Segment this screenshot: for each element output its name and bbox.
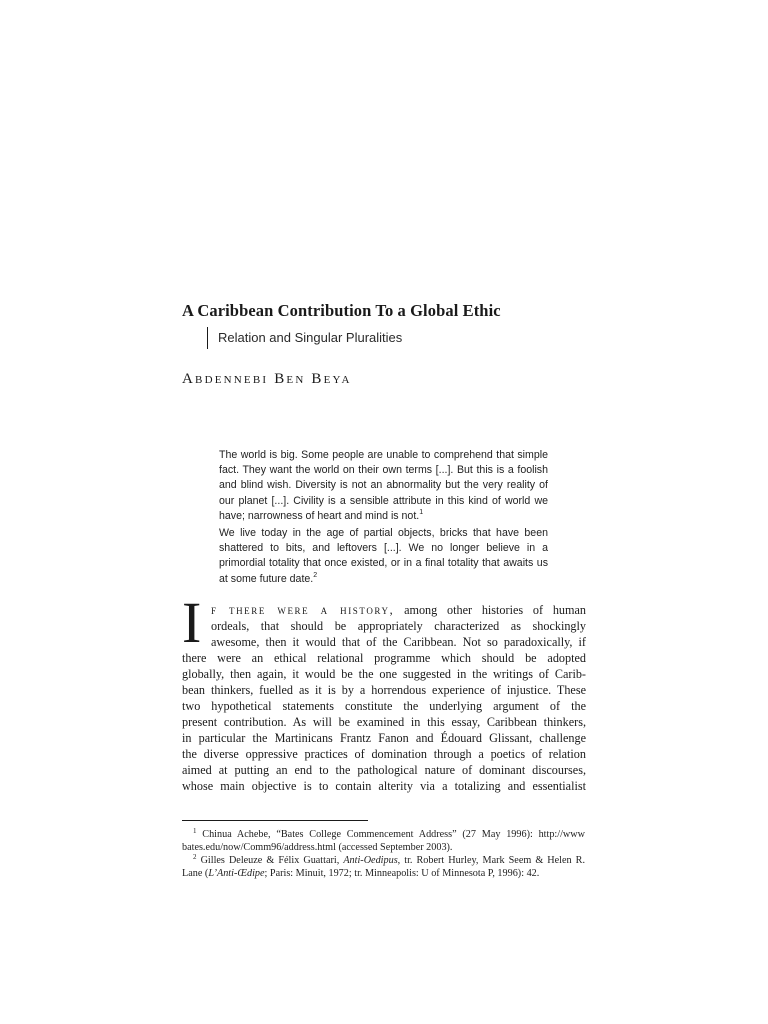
body-line-1	[211, 602, 586, 618]
footnote-2-original-title: L’Anti-Œdipe	[208, 868, 265, 879]
body-line-5: globally, then again, it would be the one suggested in the writings of Carib-	[182, 667, 586, 681]
footnote-1-line-2: bates.edu/now/Comm96/address.html (accessed September 2003).	[182, 842, 453, 853]
drop-cap: I	[182, 590, 202, 655]
epigraph-1	[219, 448, 548, 524]
footnote-1-text: Chinua Achebe, “Bates College Commencement Address” (27 May 1996): http://www	[202, 829, 585, 840]
footnote-2-translators: , tr. Robert Hurley, Mark Seem & Helen R.	[397, 855, 586, 866]
body-line-8: present contribution. As will be examined in this essay, Caribbean thinkers,	[182, 715, 586, 729]
footnote-1-line-1	[193, 828, 585, 841]
footnote-2-number: 2	[193, 853, 197, 861]
article-title: A Caribbean Contribution To a Global Ethic	[182, 301, 501, 320]
body-line-1-rest: among other histories of human	[404, 603, 586, 617]
footnote-rule	[182, 820, 368, 821]
body-line-6: bean thinkers, fuelled as it is by a horrendous experience of injustice. These	[182, 683, 586, 697]
epigraph-1-text: The world is big. Some people are unable to comprehend that simple fact. They want the world on their own terms [...]. But this is a foolish and blind wish. Diversity is not an abnormality but the very reality of our planet [...]. Civility is a sensible attribute in this kind of world we have; narrowness of heart and mind is not.	[219, 449, 548, 522]
footnote-2-lane: Lane (	[182, 868, 209, 879]
epigraph-2	[219, 526, 548, 587]
body-line-12: whose main objective is to contain alterity via a totalizing and essentialist	[182, 779, 586, 793]
footnote-2-line-2	[182, 867, 539, 880]
footnote-2-work-title: Anti-Oedipus	[343, 855, 398, 866]
body-line-7: two hypothetical statements constitute the underlying argument of the	[182, 699, 586, 713]
body-line-2: ordeals, that should be appropriately characterized as shockingly	[211, 619, 586, 633]
footnote-2-line-1	[193, 854, 585, 867]
body-line-11: aimed at putting an end to the pathological nature of dominant discourses,	[182, 763, 586, 777]
author-name: Abdennebi Ben Beya	[182, 371, 352, 387]
footnote-2-authors: Gilles Deleuze & Félix Guattari,	[200, 855, 344, 866]
body-line-10: the diverse oppressive practices of domination through a poetics of relation	[182, 747, 586, 761]
body-line-4: there were an ethical relational programme which should be adopted	[182, 651, 586, 665]
footnote-2-publication: ; Paris: Minuit, 1972; tr. Minneapolis: U of Minnesota P, 1996): 42.	[264, 868, 540, 879]
footnote-1-number: 1	[193, 827, 197, 835]
article-subtitle: Relation and Singular Pluralities	[207, 327, 402, 349]
footnote-ref-2: 2	[313, 571, 318, 579]
body-line-3: awesome, then it would that of the Caribbean. Not so paradoxically, if	[211, 635, 586, 649]
lead-in-small-caps: f there were a history,	[211, 603, 395, 617]
epigraph-2-text: We live today in the age of partial objects, bricks that have been shattered to bits, and leftovers [...]. We no longer believe in a primordial totality that once existed, or in a final totality that awaits us at some future date.	[219, 527, 548, 585]
footnote-ref-1: 1	[419, 508, 424, 516]
body-line-9: in particular the Martinicans Frantz Fanon and Édouard Glissant, challenge	[182, 731, 586, 745]
